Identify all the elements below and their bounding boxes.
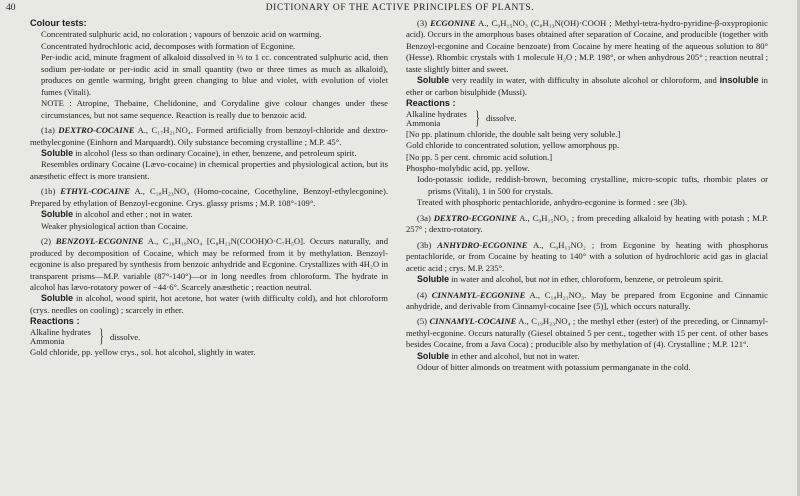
colour-test-periodic: Per-iodic acid, minute fragment of alkaloid dissolved in ⅓ to 1 cc. concentrated sulphuric acid, then sodium per-iodate or per-iodic acid in small quantity (two or three times as much as alkaloid), produces on gentle warming, bright green changing to blue and violet, with evolution of violet fumes (Vitali).: [41, 52, 388, 97]
colour-test-hydrochloric: Concentrated hydrochloric acid, decomposes with formation of Ecgonine.: [41, 40, 296, 51]
page-header: [0, 2, 800, 18]
entry-note: Resembles ordinary Cocaine (Lævo-cocaine) in chemical properties and physiological action, but its anæsthetic effect is more transient.: [30, 159, 388, 181]
entry-name: ETHYL-COCAINE: [60, 186, 130, 197]
reaction-line: Iodo-potassic iodide, reddish-brown, becoming crystalline, micro-scopic tufts, rhombic plates or prisms (Vitali), 1 in 500 for crystals.: [417, 174, 768, 196]
entry-ethyl-cocaine: (1b) ETHYL-COCAINE A., C₁₈H₂₃NO₄ (Homo-cocaine, Cocethyline, Benzoyl-ethylecgonine). Prepared by ethylation of Benzoyl-ecgonine. Crys. glassy prisms ; M.P. 108°-109°.: [30, 186, 388, 208]
solubility-line: Soluble very readily in water, with difficulty in absolute alcohol or chloroform, and insoluble in ether or carbon bisulphide (Mussi).: [406, 75, 768, 97]
reactions-heading: Reactions :: [406, 98, 456, 109]
page-number: 40: [6, 3, 16, 13]
solubility-line: Soluble in ether and alcohol, but not in water.: [417, 350, 580, 361]
reaction-line: [No pp. platinum chloride, the double salt being very soluble.]: [406, 128, 621, 139]
right-column: [406, 18, 768, 494]
entry-ecgonine: (3) ECGONINE A., C₉H₁₅NO₃ (C₈H₁₃N(OH)·COOH ; Methyl-tetra-hydro-pyridine-β-oxypropionic acid). Occurs in the amorphous bases obtained after separation of Cocaine, and producible (together with Benzoyl-ecgonine and Cocaine benzoate) from Cocaine by mere heating of the aqueous solution to 80° (Hesse). Rhombic crystals with 1 molecule H₂O ; M.P. 198°, or when anhydrous 205° ; reaction neutral ; taste slightly bitter and sweet.: [406, 18, 768, 74]
reaction-line: Gold chloride to concentrated solution, yellow amorphous pp.: [406, 140, 620, 151]
entry-name: ECGONINE: [430, 18, 476, 28]
entry-note: Odour of bitter almonds on treatment with potassium permanganate in the cold.: [417, 362, 691, 373]
brace-icon: }: [475, 108, 480, 130]
entry-anhydro-ecgonine: (3b) ANHYDRO-ECGONINE A., C₉H₁₃NO₂ ; from Ecgonine by heating with phosphorus pentachloride, or from Cocaine by heating to 140° with a solution of hydrochloric acid gas in glacial acetic acid ; crys. M.P. 235°.: [406, 239, 768, 273]
entry-name: CINNAMYL-ECGONINE: [431, 289, 526, 300]
reaction-bracket: Alkaline hydrates Ammonia } dissolve.: [30, 326, 141, 348]
brace-icon: }: [99, 326, 104, 348]
entry-note: Weaker physiological action than Cocaine.: [41, 220, 189, 231]
reaction-line: Gold chloride, pp. yellow crys., sol. hot alcohol, slightly in water.: [30, 346, 256, 357]
colour-tests-heading: Colour tests:: [30, 18, 87, 28]
entry-name: BENZOYL-ECGONINE: [55, 236, 144, 247]
entry-note: Treated with phosphoric pentachloride, anhydro-ecgonine is formed : see (3b).: [417, 197, 688, 208]
solubility-line: Soluble in alcohol (less so than ordinary Cocaine), in ether, benzene, and petroleum spirit.: [41, 147, 357, 158]
running-title: DICTIONARY OF THE ACTIVE PRINCIPLES OF PLANTS.: [265, 3, 535, 13]
reaction-bracket: Alkaline hydrates Ammonia } dissolve.: [406, 108, 517, 130]
entry-dextro-ecgonine: (3a) DEXTRO-ECGONINE A., C₉H₁₅NO₃ ; from preceding alkaloid by heating with potash ; M.P. 257° ; dextro-rotatory.: [406, 212, 768, 235]
left-column: [30, 18, 388, 494]
entry-name: ANHYDRO-ECGONINE: [437, 239, 528, 250]
entry-name: DEXTRO-COCAINE: [58, 125, 135, 136]
solubility-line: Soluble in alcohol and ether ; not in water.: [41, 209, 193, 220]
colour-test-note: NOTE : Atropine, Thebaine, Chelidonine, and Corydaline give colour changes under these circumstances, but not same sequence. Reaction is really due to benzoic acid.: [41, 98, 388, 120]
entry-name: CINNAMYL-COCAINE: [429, 316, 517, 327]
entry-cinnamyl-cocaine: (5) CINNAMYL-COCAINE A., C₁₉H₂₃NO₄ ; the methyl ether (ester) of the preceding, or Cinnamyl-methyl-ecgonine. Occurs naturally (Giesel obtained 5 per cent., together with 15 per cent. of other bases besides Cocaine, from a Java Coca) ; producible also by methylation of (4). Crystalline ; M.P. 121°.: [406, 316, 768, 350]
entry-cinnamyl-ecgonine: (4) CINNAMYL-ECGONINE A., C₁₈H₂₁NO₃. May be prepared from Ecgonine and Cinnamic anhydride, and derivable from Cinnamyl-cocaine [see (5)], which occurs naturally.: [406, 289, 768, 311]
solubility-line: Soluble in alcohol, wood spirit, hot acetone, hot water (with difficulty cold), and hot chloroform (crys. needles on cooling) ; scarcely in ether.: [30, 293, 388, 315]
reaction-line: Phospho-molybdic acid, pp. yellow.: [406, 162, 530, 173]
entry-benzoyl-ecgonine: (2) BENZOYL-ECGONINE A., C₁₆H₁₉NO₄ [C₈H₁₃N(COOH)O·C₇H₅O]. Occurs naturally, and produced by decomposition of Cocaine, which may be reformed from it by methylation. Benzoyl-ecgonine is also prepared by synthesis from benzoic anhydride and Ecgonine. Crystallizes with 4H₂O in transparent prisms—M.P. variable (87°-140°)—or in long needles from chloroform. The hydrate in alcohol has lævo-rotatory power of −44·6°. Scarcely anæsthetic ; reaction neutral.: [30, 236, 388, 292]
reaction-line: [No pp. 5 per cent. chromic acid solution.]: [406, 151, 553, 162]
reactions-heading: Reactions :: [30, 316, 80, 327]
solubility-line: Soluble in water and alcohol, but not in ether, chloroform, benzene, or petroleum spirit.: [417, 274, 724, 285]
colour-test-sulphuric: Concentrated sulphuric acid, no coloration ; vapours of benzoic acid on warming.: [41, 29, 322, 40]
entry-dextro-cocaine: (1a) DEXTRO-COCAINE A., C₁₇H₂₁NO₄. Formed artificially from benzoyl-chloride and dextro-methylecgonine (Einhorn and Marquardt). Oily substance becoming crystalline ; M.P. 45°.: [30, 125, 388, 147]
entry-name: DEXTRO-ECGONINE: [433, 212, 517, 223]
